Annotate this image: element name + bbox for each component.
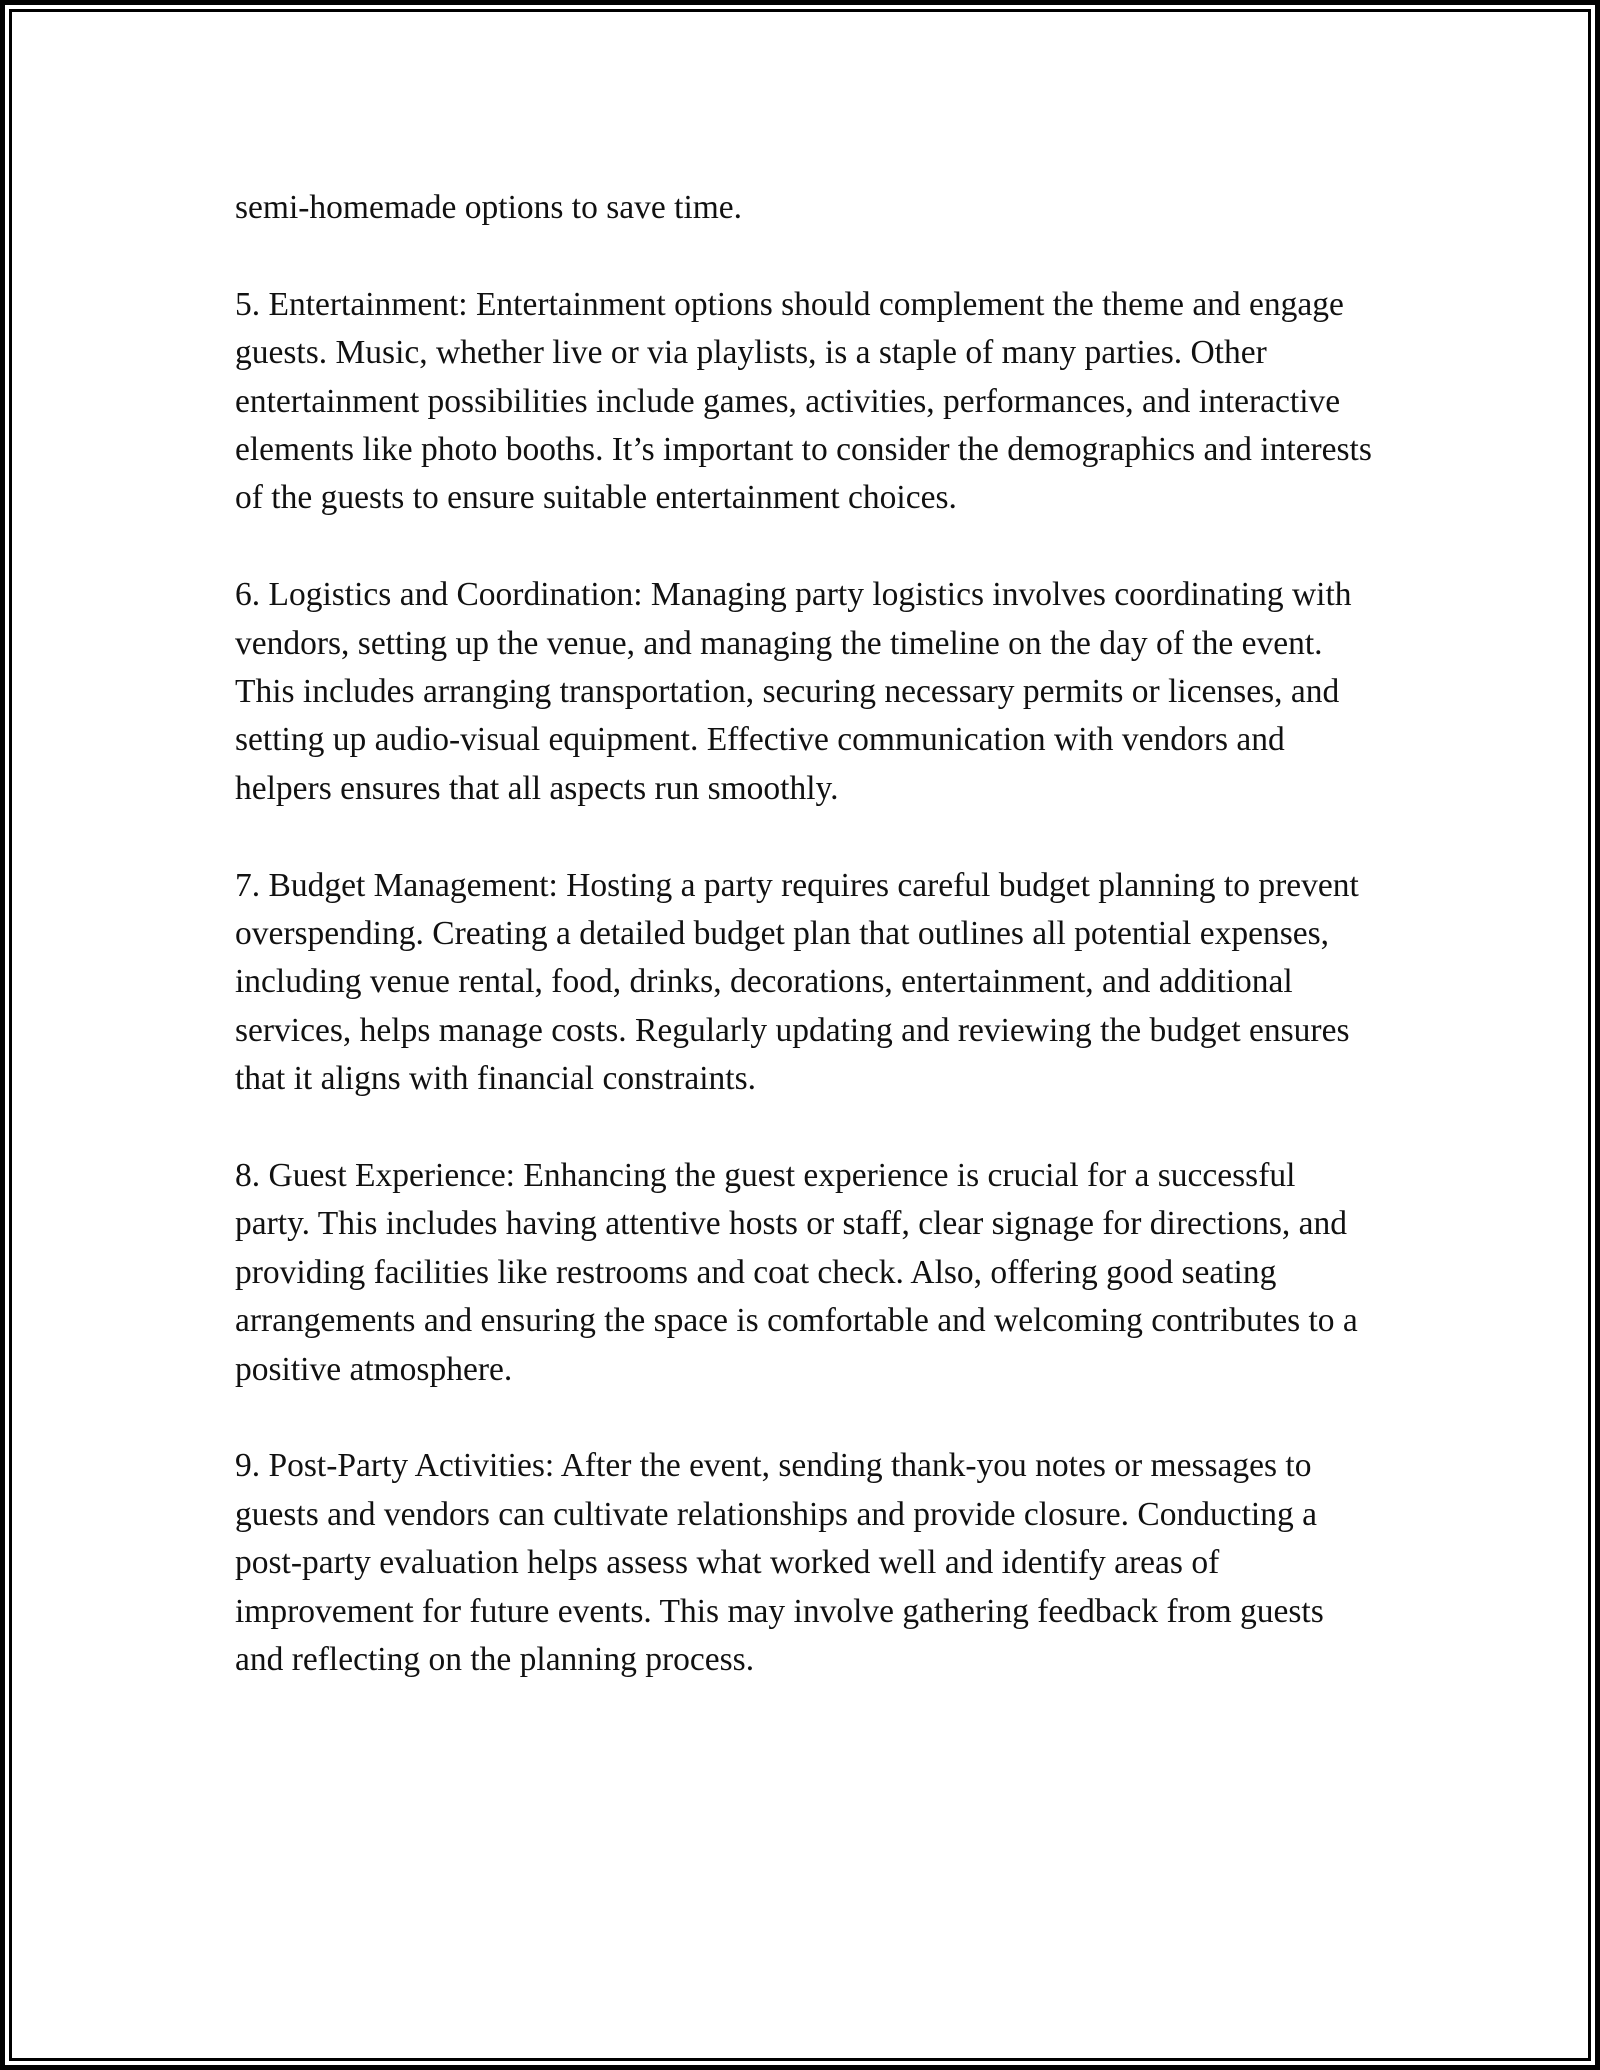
- paragraph-budget: 7. Budget Management: Hosting a party requires careful budget planning to prevent overspending. Creating a detailed budget plan that outlines all potential expenses, including venue rental, food, drinks, decorations, entertainment, and additional services, helps manage costs. Regularly updating and reviewing the budget ensures that it aligns with financial constraints.: [235, 866, 1359, 1098]
- paragraph-continuation: semi-homemade options to save time.: [235, 189, 743, 226]
- paragraph-guest-experience: 8. Guest Experience: Enhancing the guest experience is crucial for a successful party. This includes having attentive hosts or staff, clear signage for directions, and providing facilities like restrooms and coat check. Also, offering good seating arrangements and ensuring the space is comfortable and welcoming contributes to a positive atmosphere.: [235, 1157, 1358, 1388]
- paragraph-entertainment: 5. Entertainment: Entertainment options should complement the theme and engage guests. Music, whether live or via playlists, is a staple of many parties. Other entertainment possibilities include games, activities, performances, and interactive elements like photo booths. It’s important to consider the demographics and interests of the guests to ensure suitable entertainment choices.: [235, 285, 1372, 517]
- paragraph-post-party: 9. Post-Party Activities: After the event, sending thank-you notes or messages to guests and vendors can cultivate relationships and provide closure. Conducting a post-party evaluation helps assess what worked well and identify areas of improvement for future events. This may involve gathering feedback from guests and reflecting on the planning process.: [235, 1447, 1324, 1679]
- document-body: [235, 184, 1375, 1685]
- paragraph-logistics: 6. Logistics and Coordination: Managing party logistics involves coordinating with vendors, setting up the venue, and managing the timeline on the day of the event. This includes arranging transportation, securing necessary permits or licenses, and setting up audio-visual equipment. Effective communication with vendors and helpers ensures that all aspects run smoothly.: [235, 576, 1352, 807]
